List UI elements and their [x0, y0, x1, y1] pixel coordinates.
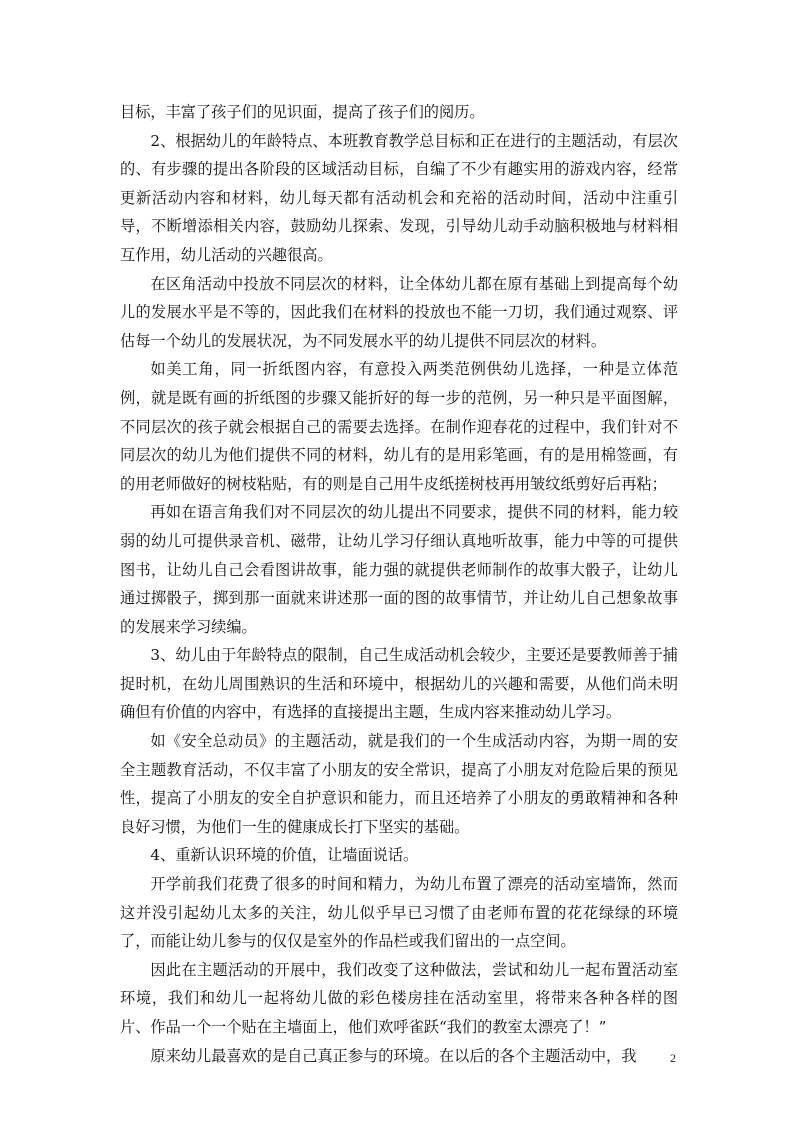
paragraph-art-corner: 如美工角，同一折纸图内容，有意投入两类范例供幼儿选择，一种是立体范例，就是既有画的折纸图的步骤又能折好的每一步的范例，另一种只是平面图解，不同层次的孩子就会根据自己的需要去选择。在制作迎春花的过程中，我们针对不同层次的幼儿为他们提供不同的材料，幼儿有的是用彩笔画，有的是用棉签画，有的用老师做好的树枝粘贴，有的则是自己用牛皮纸搓树枝再用皱纹纸剪好后再粘； — [120, 360, 678, 493]
paragraph-point-4: 4、重新认识环境的价值，让墙面说话。 — [150, 846, 419, 865]
paragraph-new-approach: 因此在主题活动的开展中，我们改变了这种做法，尝试和幼儿一起布置活动室环境，我们和幼儿一起将幼儿做的彩色楼房挂在活动室里，将带来各种各样的图片、作品一个一个贴在主墙面上，他们欢呼雀跃“我们的教室太漂亮了！” — [120, 960, 678, 1036]
paragraph-materials: 在区角活动中投放不同层次的材料，让全体幼儿都在原有基础上到提高每个幼儿的发展水平是不等的，因此我们在材料的投放也不能一刀切，我们通过观察、评估每一个幼儿的发展状况，为不同发展水平的幼儿提供不同层次的材料。 — [120, 274, 678, 350]
paragraph-continuation: 目标，丰富了孩子们的见识面，提高了孩子们的阅历。 — [120, 103, 485, 121]
paragraph-safety-theme: 如《安全总动员》的主题活动，就是我们的一个生成活动内容，为期一周的安全主题教育活动，不仅丰富了小朋友的安全常识，提高了小朋友对危险后果的预见性，提高了小朋友的安全自护意识和能力，而且还培养了小朋友的勇敢精神和各种良好习惯，为他们一生的健康成长打下坚实的基础。 — [120, 732, 678, 836]
paragraph-classroom-decor: 开学前我们花费了很多的时间和精力，为幼儿布置了漂亮的活动室墙饰，然而这并没引起幼儿太多的关注，幼儿似乎早已习惯了由老师布置的花花绿绿的环境了，而能让幼儿参与的仅仅是室外的作品栏或我们留出的一点空间。 — [120, 875, 678, 951]
paragraph-language-corner: 再如在语言角我们对不同层次的幼儿提出不同要求，提供不同的材料，能力较弱的幼儿可提供录音机、磁带，让幼儿学习仔细认真地听故事，能力中等的可提供图书，让幼儿自己会看图讲故事，能力强的就提供老师制作的故事大骰子，让幼儿通过掷骰子，掷到那一面就来讲述那一面的图的故事情节，并让幼儿自己想象故事的发展来学习续编。 — [120, 503, 678, 636]
paragraph-point-3: 3、幼儿由于年龄特点的限制，自己生成活动机会较少，主要还是要教师善于捕捉时机，在幼儿周围熟识的生活和环境中，根据幼儿的兴趣和需要，从他们尚未明确但有价值的内容中，有选择的直接提出主题，生成内容来推动幼儿学习。 — [120, 646, 678, 722]
body-text — [120, 98, 678, 1070]
paragraph-point-2: 2、根据幼儿的年龄特点、本班教育教学总目标和正在进行的主题活动，有层次的、有步骤的提出各阶段的区域活动目标，自编了不少有趣实用的游戏内容，经常更新活动内容和材料，幼儿每天都有活动机会和充裕的活动时间，活动中注重引导，不断增添相关内容，鼓励幼儿探索、发现，引导幼儿动手动脑积极地与材料相互作用，幼儿活动的兴趣很高。 — [120, 131, 678, 264]
page-number: 2 — [670, 1051, 676, 1065]
paragraph-conclusion: 原来幼儿最喜欢的是自己真正参与的环境。在以后的各个主题活动中，我 — [150, 1046, 637, 1065]
